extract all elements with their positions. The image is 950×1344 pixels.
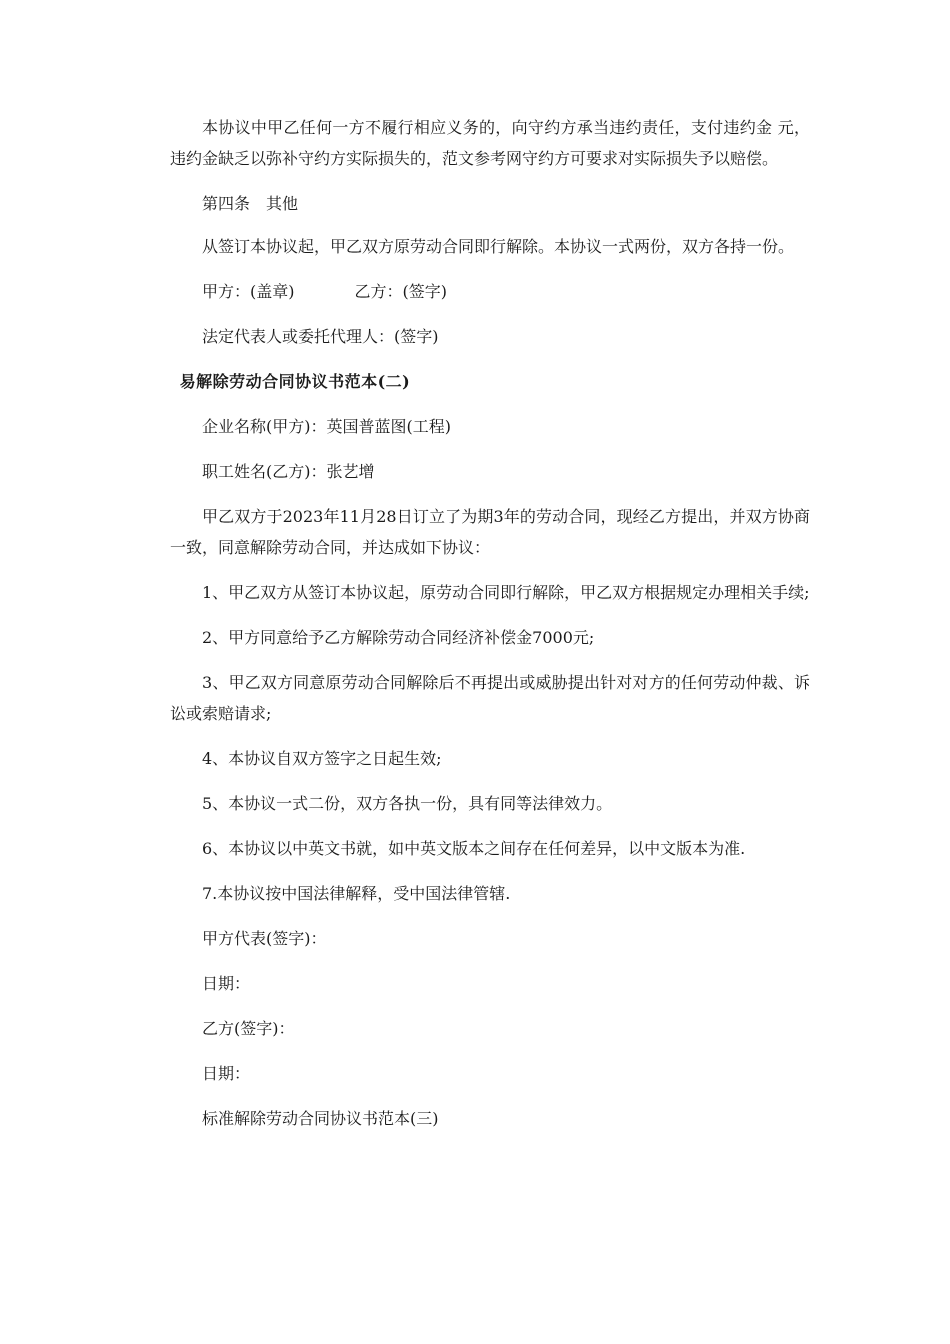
legal-representative-line: 法定代表人或委托代理人：(签字): [202, 327, 439, 346]
next-section-title: 标准解除劳动合同协议书范本(三): [202, 1109, 439, 1128]
list-item: 4、本协议自双方签字之日起生效;: [202, 749, 442, 768]
list-item: 7.本协议按中国法律解释，受中国法律管辖.: [202, 884, 511, 903]
date-line-1: 日期：: [202, 974, 251, 993]
signature-line-parties: [170, 276, 810, 307]
party-a-representative-line: 甲方代表(签字)：: [202, 929, 327, 948]
party-b-signature-line: 乙方(签字)：: [202, 1019, 295, 1038]
agreement-intro: 甲乙双方于2023年11月28日订立了为期3年的劳动合同，现经乙方提出，并双方协商一致，同意解除劳动合同，并达成如下协议：: [170, 507, 810, 557]
date-line-2: 日期：: [202, 1064, 251, 1083]
list-item: 1、甲乙双方从签订本协议起，原劳动合同即行解除，甲乙双方根据规定办理相关手续;: [202, 583, 810, 602]
party-b-sign-label: 乙方：(签字): [354, 282, 447, 301]
section2-heading: 易解除劳动合同协议书范本(二): [179, 372, 411, 391]
list-item: 2、甲方同意给予乙方解除劳动合同经济补偿金7000元;: [202, 628, 595, 647]
article4-body: 从签订本协议起，甲乙双方原劳动合同即行解除。本协议一式两份，双方各持一份。: [202, 237, 795, 256]
list-item: 3、甲乙双方同意原劳动合同解除后不再提出或威胁提出针对对方的任何劳动仲裁、诉讼或索赔请求;: [170, 673, 810, 723]
employee-name-line: 职工姓名(乙方)：张艺增: [202, 462, 375, 481]
company-name-line: 企业名称(甲方)：英国普蓝图(工程): [202, 417, 451, 436]
party-a-seal-label: 甲方：(盖章): [202, 282, 295, 301]
list-item: 5、本协议一式二份，双方各执一份，具有同等法律效力。: [202, 794, 613, 813]
article4-title: 第四条 其他: [202, 194, 299, 213]
document-page: [170, 112, 810, 1148]
breach-clause-paragraph: 本协议中甲乙任何一方不履行相应义务的，向守约方承当违约责任，支付违约金 元，违约金缺乏以弥补守约方实际损失的，范文参考网守约方可要求对实际损失予以赔偿。: [170, 118, 810, 168]
list-item: 6、本协议以中英文书就，如中英文版本之间存在任何差异，以中文版本为准.: [202, 839, 746, 858]
